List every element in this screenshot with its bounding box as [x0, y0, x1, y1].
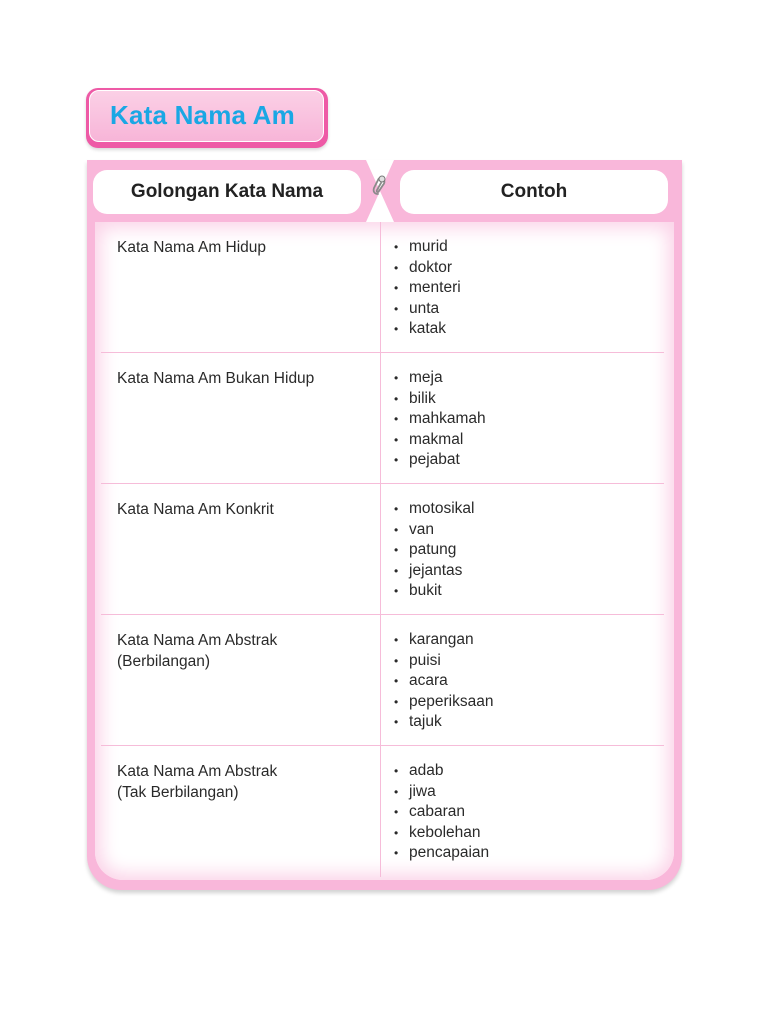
category-text: (Tak Berbilangan): [117, 784, 239, 801]
table-row: [101, 222, 664, 353]
column-divider: [380, 353, 381, 483]
table-row: [101, 615, 664, 746]
example-item: • karangan: [394, 630, 493, 651]
example-item: • tajuk: [394, 712, 493, 733]
paperclip-icon: [371, 174, 389, 198]
example-item: • mahkamah: [394, 409, 486, 430]
example-item: • unta: [394, 299, 461, 320]
example-item: • jejantas: [394, 561, 474, 582]
category-cell: [117, 368, 367, 389]
examples-list: [394, 237, 461, 340]
column-divider: [380, 484, 381, 614]
examples-list: [394, 499, 474, 602]
example-item: • doktor: [394, 258, 461, 279]
example-item: • patung: [394, 540, 474, 561]
category-cell: [117, 499, 367, 520]
category-text: Kata Nama Am Bukan Hidup: [117, 370, 315, 387]
example-item: • meja: [394, 368, 486, 389]
example-item: • peperiksaan: [394, 692, 493, 713]
category-text: Kata Nama Am Abstrak: [117, 632, 278, 649]
examples-list: [394, 368, 486, 471]
example-item: • makmal: [394, 430, 486, 451]
example-item: • menteri: [394, 278, 461, 299]
category-cell: [117, 630, 367, 672]
category-text: Kata Nama Am Hidup: [117, 239, 267, 256]
table-row: [101, 484, 664, 615]
table-row: [101, 353, 664, 484]
title-tab: [86, 88, 328, 148]
example-item: • bukit: [394, 581, 474, 602]
example-item: • puisi: [394, 651, 493, 672]
example-item: • bilik: [394, 389, 486, 410]
example-item: • motosikal: [394, 499, 474, 520]
category-text: Kata Nama Am Konkrit: [117, 501, 274, 518]
example-item: • jiwa: [394, 782, 489, 803]
header-category: Golongan Kata Nama: [93, 170, 361, 214]
category-cell: [117, 761, 367, 803]
table-rows: [101, 222, 664, 877]
example-item: • acara: [394, 671, 493, 692]
example-item: • adab: [394, 761, 489, 782]
noun-table: [87, 160, 682, 890]
column-divider: [380, 615, 381, 745]
header-examples: Contoh: [400, 170, 668, 214]
table-row: [101, 746, 664, 877]
examples-list: [394, 761, 489, 864]
category-text: (Berbilangan): [117, 653, 211, 670]
example-item: • van: [394, 520, 474, 541]
example-item: • cabaran: [394, 802, 489, 823]
example-item: • pencapaian: [394, 843, 489, 864]
example-item: • kebolehan: [394, 823, 489, 844]
column-divider: [380, 222, 381, 352]
example-item: • katak: [394, 319, 461, 340]
column-divider: [380, 746, 381, 877]
example-item: • pejabat: [394, 450, 486, 471]
category-cell: [117, 237, 367, 258]
page-title: Kata Nama Am: [110, 100, 295, 130]
examples-list: [394, 630, 493, 733]
category-text: Kata Nama Am Abstrak: [117, 763, 278, 780]
example-item: • murid: [394, 237, 461, 258]
